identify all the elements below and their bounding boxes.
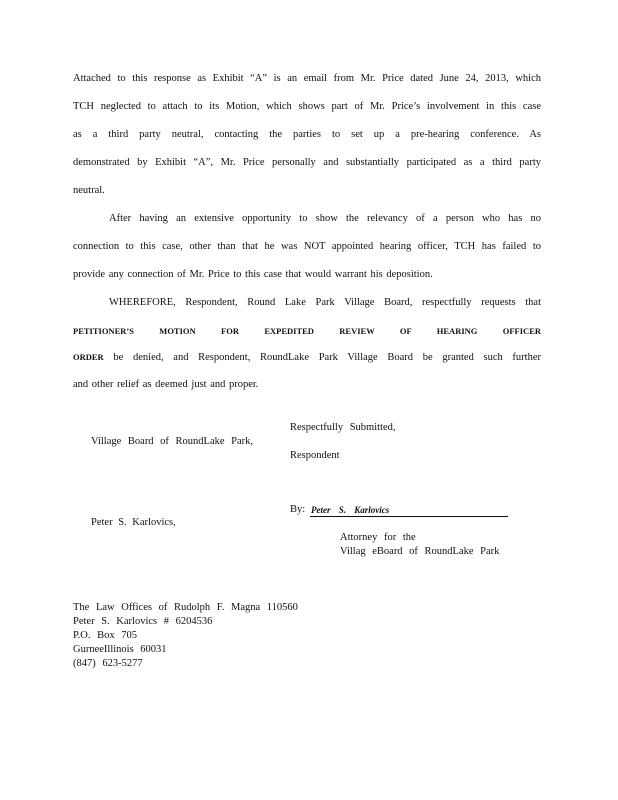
address-line-3: P.O. Box 705	[73, 630, 138, 641]
address-line-2: Peter S. Karlovics # 6204536	[73, 616, 213, 627]
attorney-line-1: Attorney for the	[340, 532, 416, 543]
left-party-name: Village Board of RoundLake Park,	[91, 436, 254, 447]
paragraph-1-line-1: Attached to this response as Exhibit “A” is an email from Mr. Price dated June 24, 2013, which	[73, 73, 541, 84]
respondent-label: Respondent	[290, 450, 340, 461]
paragraph-3-line-3-rest: be denied, and Respondent, RoundLake Park Village Board be granted such further	[113, 352, 541, 363]
respectfully-submitted: Respectfully Submitted,	[290, 422, 396, 433]
paragraph-3-line-3	[73, 350, 541, 365]
signature-line	[310, 516, 508, 517]
paragraph-3-line-4: and other relief as deemed just and proper.	[73, 379, 259, 390]
paragraph-1-line-2: TCH neglected to attach to its Motion, which shows part of Mr. Price’s involvement in this case	[73, 101, 541, 112]
paragraph-2-line-3: provide any connection of Mr. Price to this case that would warrant his deposition.	[73, 269, 433, 280]
paragraph-2-line-1: After having an extensive opportunity to show the relevancy of a person who has no	[109, 213, 541, 224]
address-line-5: (847) 623-5277	[73, 658, 143, 669]
order-word: ORDER	[73, 352, 104, 362]
paragraph-1-line-4: demonstrated by Exhibit “A”, Mr. Price personally and substantially participated as a third party	[73, 157, 541, 168]
attorney-line-2: Villag eBoard of RoundLake Park	[340, 546, 500, 557]
address-line-1: The Law Offices of Rudolph F. Magna 110560	[73, 602, 298, 613]
left-signer-name: Peter S. Karlovics,	[91, 517, 176, 528]
paragraph-3-line-1: WHEREFORE, Respondent, Round Lake Park Village Board, respectfully requests that	[109, 297, 541, 308]
signature-name: Peter S. Karlovics	[311, 505, 390, 515]
paragraph-1-line-5: neutral.	[73, 185, 105, 196]
motion-title-caps: PETITIONER’S MOTION FOR EXPEDITED REVIEW OF HEARING OFFICER	[73, 326, 541, 336]
paragraph-1-line-3: as a third party neutral, contacting the parties to set up a pre-hearing conference. As	[73, 129, 541, 140]
address-line-4: GurneeIllinois 60031	[73, 644, 167, 655]
paragraph-2-line-2: connection to this case, other than that he was NOT appointed hearing officer, TCH has failed to	[73, 241, 541, 252]
by-label: By:	[290, 504, 306, 515]
